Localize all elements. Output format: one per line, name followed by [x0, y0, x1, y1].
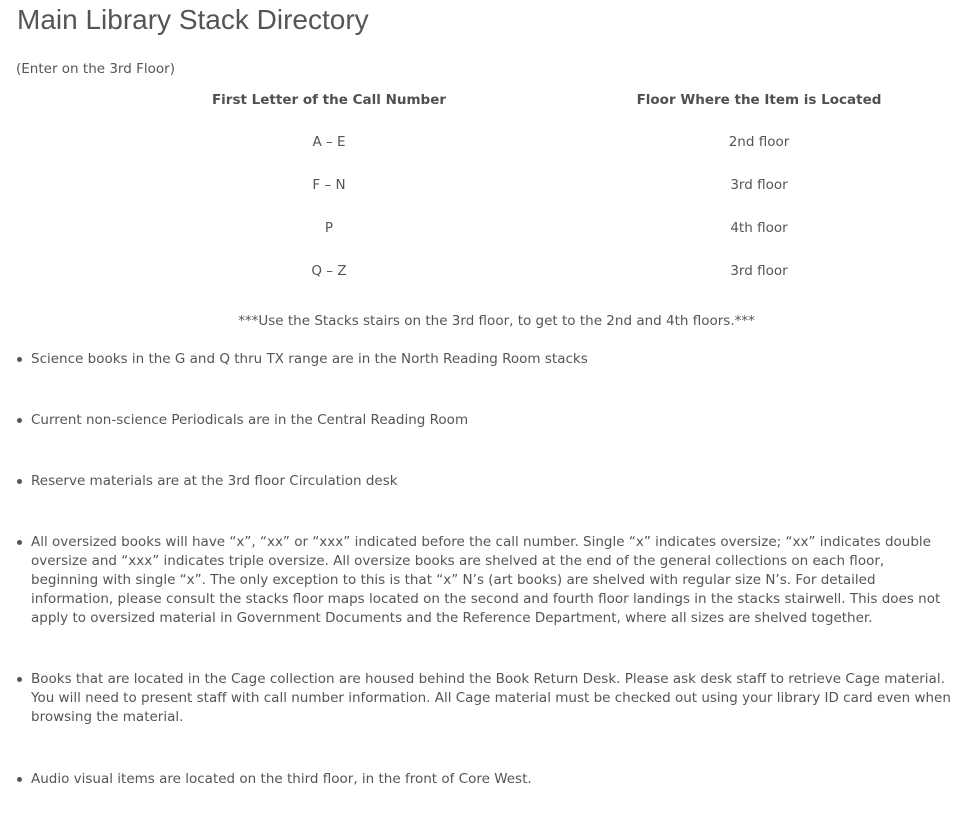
list-item: Reserve materials are at the 3rd floor Circulation desk	[31, 472, 951, 491]
list-item: Audio visual items are located on the third floor, in the front of Core West.	[31, 770, 951, 789]
header-call-number-letter: First Letter of the Call Number	[211, 92, 447, 108]
list-item: Current non-science Periodicals are in the Central Reading Room	[31, 411, 951, 430]
table-row	[89, 163, 949, 206]
call-number-range: Q – Z	[311, 262, 347, 279]
floor-location: 4th floor	[730, 219, 788, 236]
call-number-range: A – E	[312, 133, 346, 150]
table-row	[89, 120, 949, 163]
table-row	[89, 206, 949, 249]
floor-location: 3rd floor	[730, 262, 788, 279]
list-item: All oversized books will have “x”, “xx” or “xxx” indicated before the call number. Single “x” indicates oversize; “xx” indicates double oversize and “xxx” indicates triple oversize. All oversize books are shelved at the end of the general collections on each floor, beginning with single “x”. The only exception to this is that “x” N’s (art books) are shelved with regular size N’s. For detailed information, please consult the stacks floor maps located on the second and fourth floor landings in the stacks stairwell. This does not apply to oversized material in Government Documents and the Reference Department, where all sizes are shelved together.	[31, 533, 951, 628]
floor-location: 3rd floor	[730, 176, 788, 193]
header-floor-location: Floor Where the Item is Located	[636, 92, 882, 108]
list-item: Books that are located in the Cage collection are housed behind the Book Return Desk. Please ask desk staff to retrieve Cage material. You will need to present staff with call number information. All Cage material must be checked out using your library ID card even when browsing the material.	[31, 671, 951, 725]
stack-directory-table	[89, 80, 949, 292]
list-item: Science books in the G and Q thru TX range are in the North Reading Room stacks	[31, 350, 951, 369]
call-number-range: P	[324, 219, 334, 236]
table-row	[89, 249, 949, 292]
floor-location: 2nd floor	[728, 133, 790, 150]
page-title: Main Library Stack Directory	[17, 4, 369, 35]
entrance-note: (Enter on the 3rd Floor)	[16, 61, 175, 77]
call-number-range: F – N	[312, 176, 346, 193]
stairs-note: ***Use the Stacks stairs on the 3rd floor, to get to the 2nd and 4th floors.***	[238, 313, 755, 329]
table-header-row	[89, 80, 949, 120]
